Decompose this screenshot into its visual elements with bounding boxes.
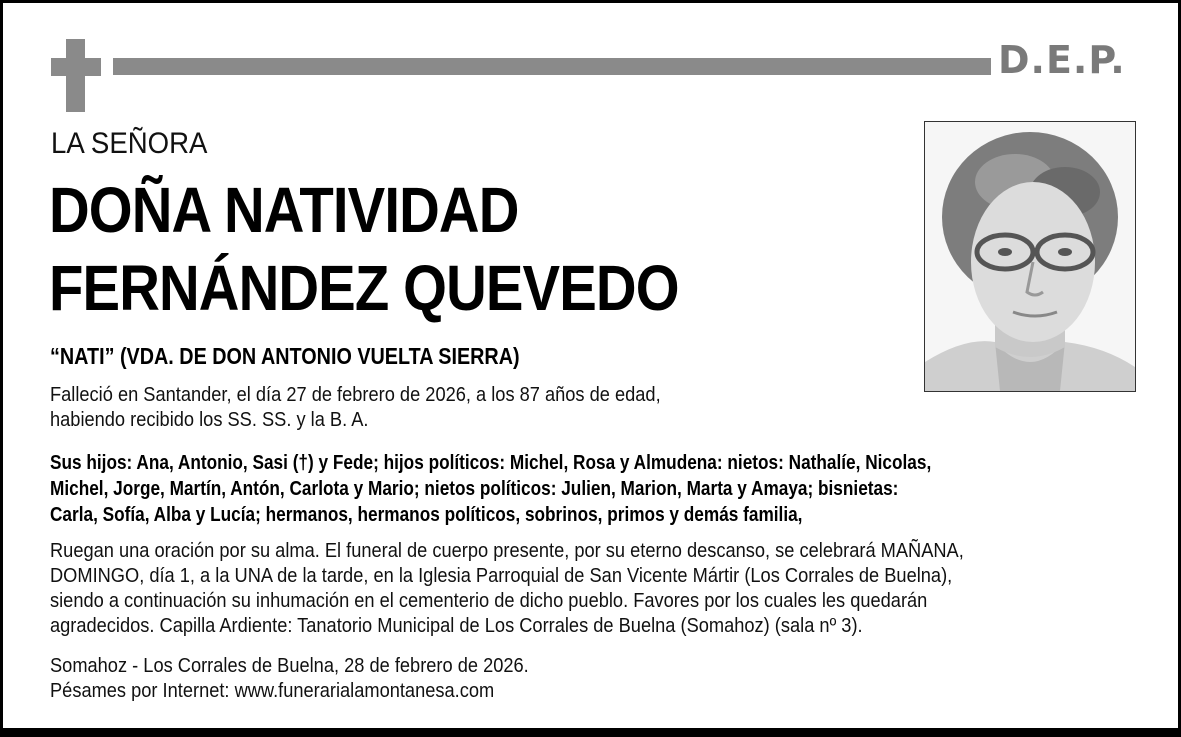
deceased-alias: “NATI” (VDA. DE DON ANTONIO VUELTA SIERRA) (50, 343, 520, 369)
condolences-website: Pésames por Internet: www.funerarialamontanesa.com (50, 679, 495, 702)
pretitle: LA SEÑORA (51, 127, 208, 160)
dep-label: D.E.P. (998, 38, 1126, 82)
deceased-name-line2: FERNÁNDEZ QUEVEDO (49, 252, 679, 324)
place-date: Somahoz - Los Corrales de Buelna, 28 de febrero de 2026. (50, 654, 529, 677)
family-line-1: Sus hijos: Ana, Antonio, Sasi (†) y Fede; hijos políticos: Michel, Rosa y Almudena: nietos: Nathalíe, Nicolas, (50, 451, 932, 474)
funeral-line-1: Ruegan una oración por su alma. El funeral de cuerpo presente, por su eterno descanso, se celebrará MAÑANA, (50, 539, 964, 562)
funeral-line-2: DOMINGO, día 1, a la UNA de la tarde, en la Iglesia Parroquial de San Vicente Mártir (Los Corrales de Buelna), (50, 564, 953, 587)
deceased-name-line1: DOÑA NATIVIDAD (49, 174, 519, 246)
family-line-3: Carla, Sofía, Alba y Lucía; hermanos, hermanos políticos, sobrinos, primos y demás familia, (50, 503, 803, 526)
funeral-line-3: siendo a continuación su inhumación en el cementerio de dicho pueblo. Favores por los cuales les quedarán (50, 589, 928, 612)
header-rule (113, 58, 991, 75)
cross-icon (51, 39, 101, 112)
death-line-2: habiendo recibido los SS. SS. y la B. A. (50, 408, 369, 431)
deceased-photo (924, 121, 1136, 392)
portrait-image (925, 122, 1135, 391)
family-line-2: Michel, Jorge, Martín, Antón, Carlota y Mario; nietos políticos: Julien, Marion, Marta y Amaya; bisnietas: (50, 477, 899, 500)
death-line-1: Falleció en Santander, el día 27 de febrero de 2026, a los 87 años de edad, (50, 383, 661, 406)
funeral-line-4: agradecidos. Capilla Ardiente: Tanatorio Municipal de Los Corrales de Buelna (Somahoz) (sala nº 3). (50, 614, 863, 637)
